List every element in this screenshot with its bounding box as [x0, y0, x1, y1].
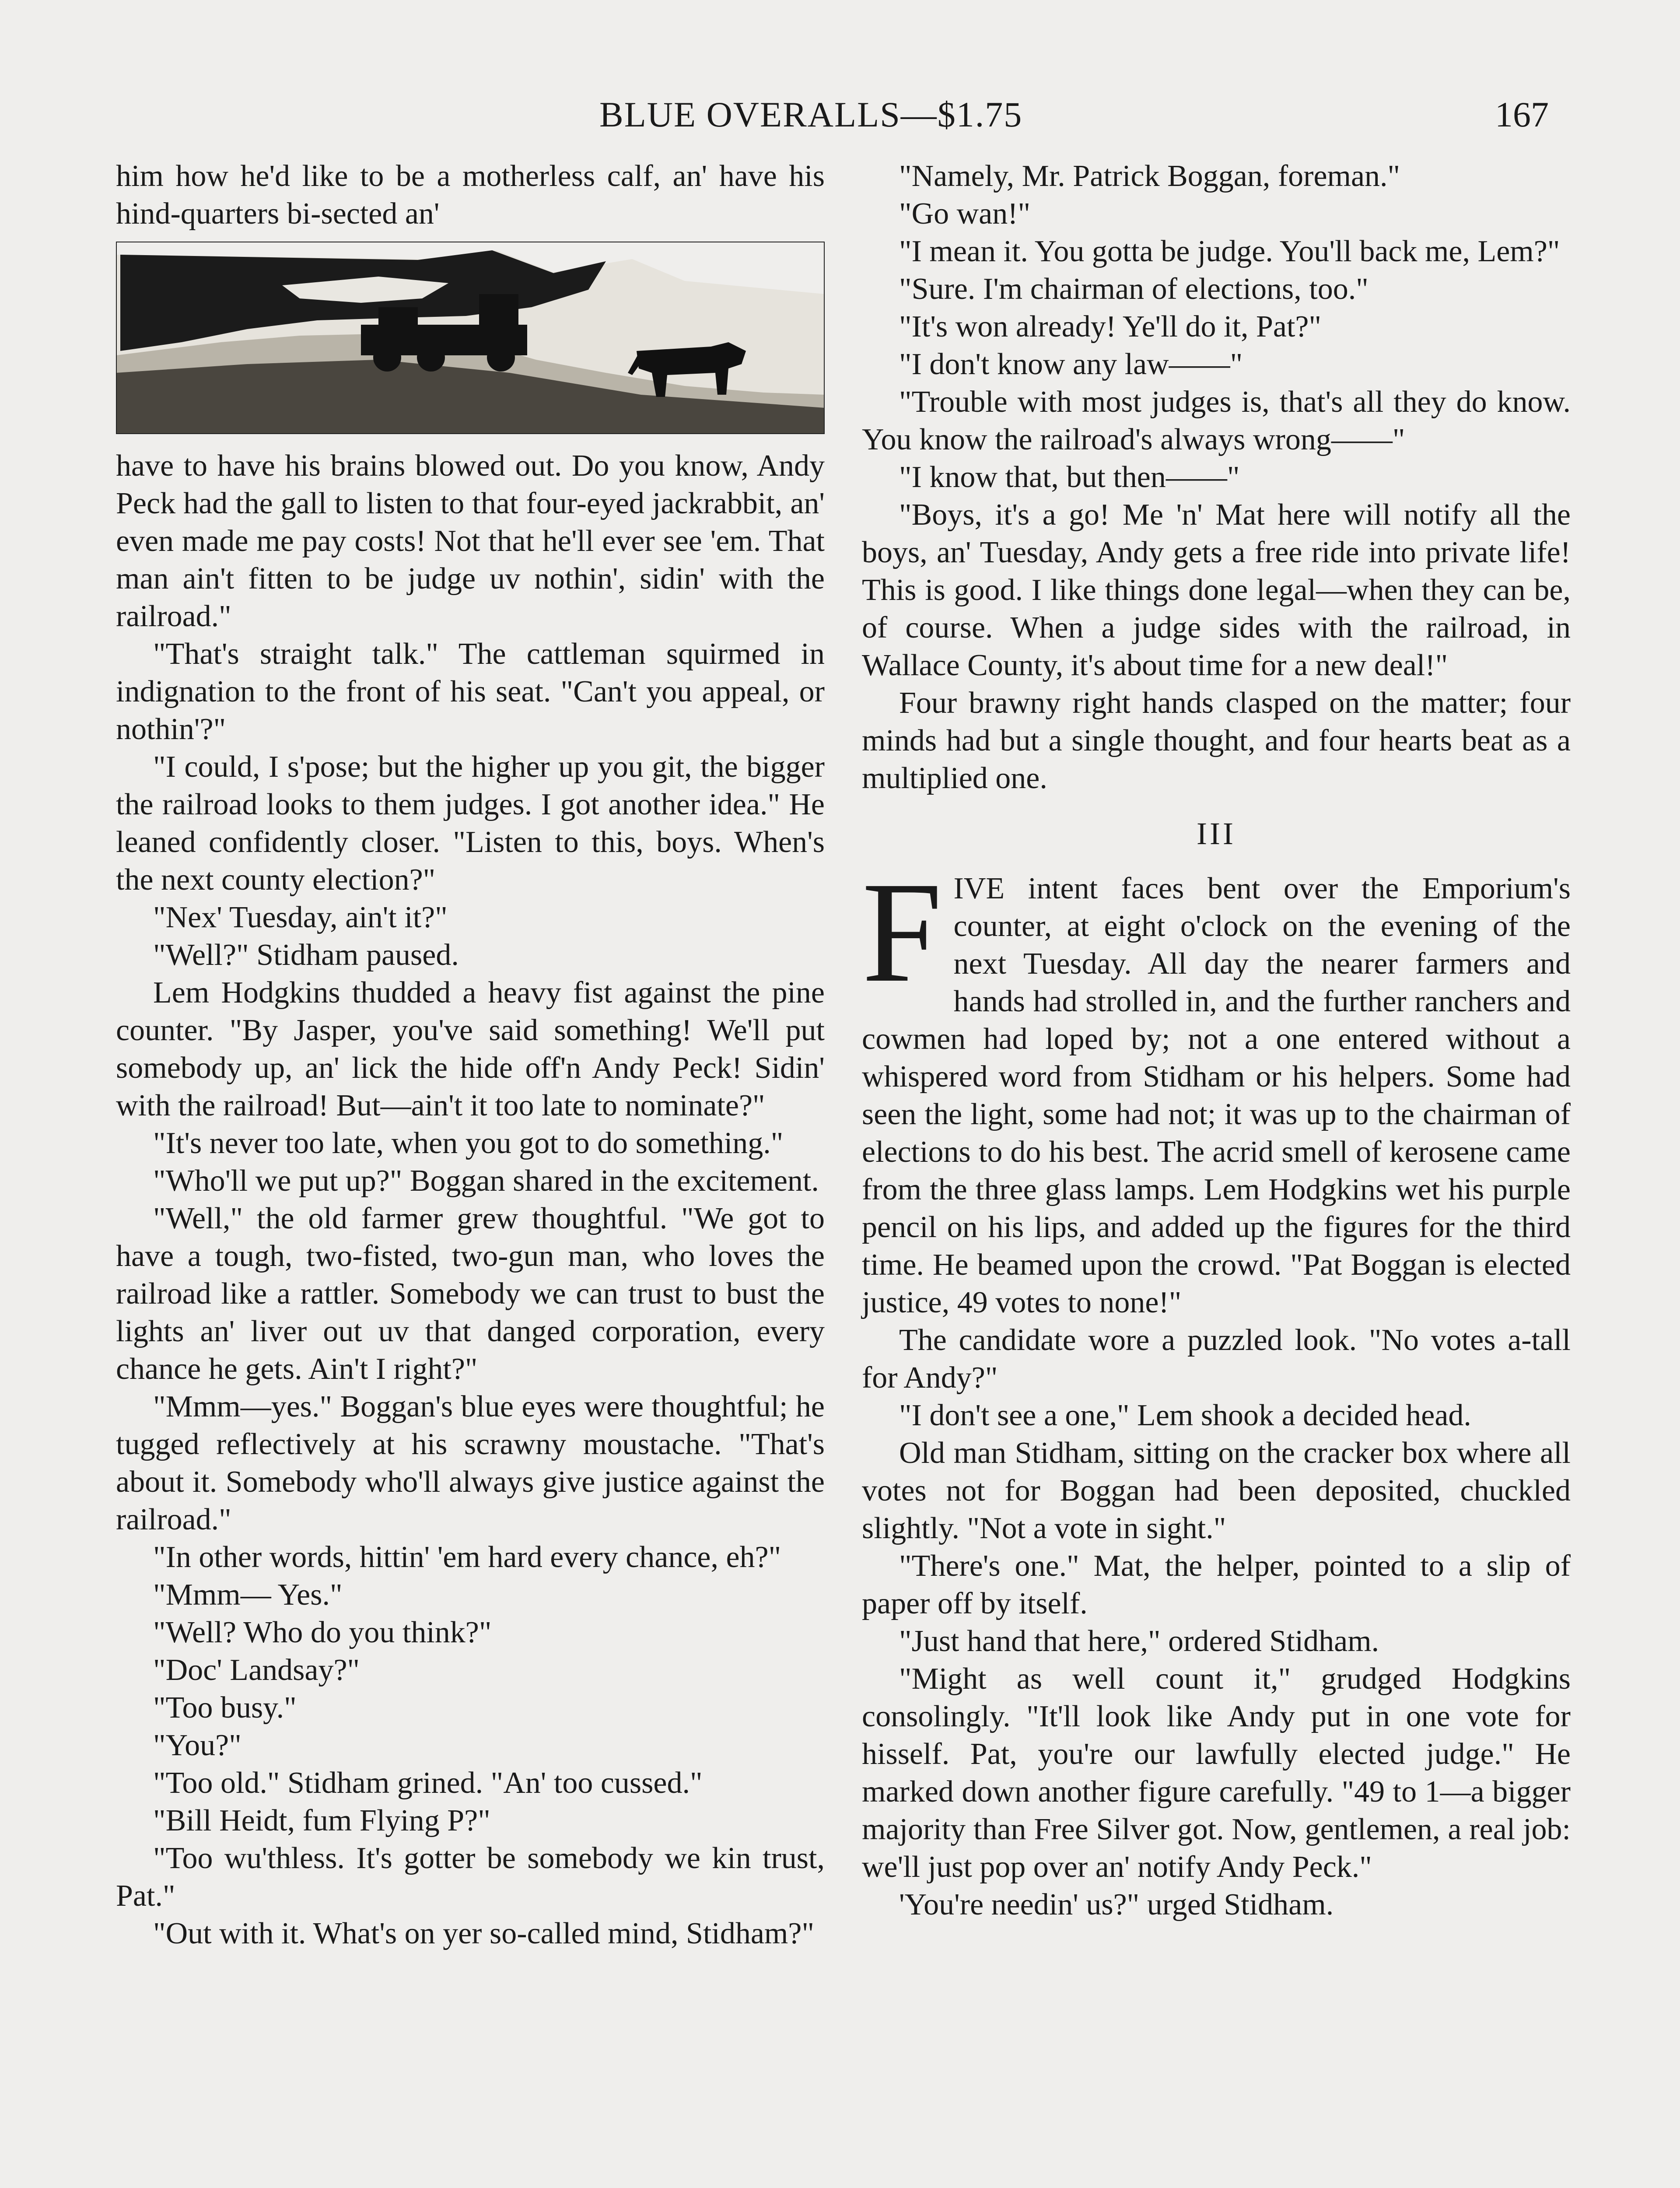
paragraph: him how he'd like to be a motherless calf, an' have his hind-quarters bi-sected an': [116, 159, 825, 231]
paragraph: "Well? Who do you think?": [153, 1616, 492, 1649]
right-column: [862, 158, 1571, 1924]
paragraph: Old man Stidham, sitting on the cracker box where all votes not for Boggan had been deposited, chuckled slightly. "Not a vote in sight.": [862, 1436, 1571, 1545]
paragraph: "I could, I s'pose; but the higher up you git, the bigger the railroad looks to them judges. I got another idea." He leaned confidently closer. "Listen to this, boys. When's the next county election?": [116, 750, 825, 897]
left-column: [116, 158, 825, 1953]
paragraph: "Sure. I'm chairman of elections, too.": [899, 272, 1368, 306]
paragraph: "I know that, but then——": [899, 460, 1240, 494]
paragraph: 'You're needin' us?" urged Stidham.: [899, 1888, 1334, 1922]
paragraph: "Out with it. What's on yer so-called mind, Stidham?": [153, 1917, 815, 1950]
paragraph: "Well?" Stidham paused.: [153, 938, 459, 972]
paragraph: "I don't know any law——": [899, 347, 1243, 381]
paragraph: "Too old." Stidham grined. "An' too cussed.": [153, 1766, 703, 1800]
paragraph: "Mmm— Yes.": [153, 1578, 343, 1612]
drop-cap-paragraph-text: IVE intent faces bent over the Emporium's counter, at eight o'clock on the evening of the next Tuesday. All day the nearer farmers and hands had strolled in, and the further ranchers and cowmen had loped by; not a one entered without a whispered word from Stidham or his helpers. Some had seen the light, some had not; it was up to the chairman of elections to do his best. The acrid smell of kerosene came from the three glass lamps. Lem Hodgkins wet his purple pencil on his lips, and added up the figures for the third time. He beamed upon the crowd. "Pat Boggan is elected justice, 49 votes to none!": [862, 872, 1571, 1319]
paragraph: Lem Hodgkins thudded a heavy fist against the pine counter. "By Jasper, you've said something! We'll put somebody up, an' lick the hide off'n Andy Peck! Sidin' with the railroad! But—ain't it too late to nominate?": [116, 976, 825, 1122]
page-number: 167: [1495, 95, 1549, 134]
paragraph: "In other words, hittin' 'em hard every chance, eh?": [153, 1540, 781, 1574]
paragraph: "Who'll we put up?" Boggan shared in the excitement.: [153, 1164, 819, 1198]
paragraph: "I don't see a one," Lem shook a decided head.: [899, 1399, 1471, 1432]
paragraph: "Namely, Mr. Patrick Boggan, foreman.": [899, 159, 1400, 193]
paragraph: The candidate wore a puzzled look. "No votes a-tall for Andy?": [862, 1323, 1571, 1395]
paragraph: "Too busy.": [153, 1691, 297, 1725]
paragraph: "Well," the old farmer grew thoughtful. "We got to have a tough, two-fisted, two-gun man, who loves the railroad like a rattler. Somebody we can trust to bust the lights an' liver out uv that danged corporation, every chance he gets. Ain't I right?": [116, 1202, 825, 1386]
paragraph: "Too wu'thless. It's gotter be somebody we kin trust, Pat.": [116, 1841, 825, 1913]
paragraph: "It's won already! Ye'll do it, Pat?": [899, 310, 1322, 344]
paragraph: "Nex' Tuesday, ain't it?": [153, 901, 448, 934]
running-head: BLUE OVERALLS—$1.75: [599, 95, 1023, 134]
paragraph: "Trouble with most judges is, that's all they do know. You know the railroad's always wrong——": [862, 385, 1571, 456]
drop-cap-paragraph: [862, 852, 1571, 1322]
paragraph: "It's never too late, when you got to do something.": [153, 1126, 784, 1160]
paragraph: "Just hand that here," ordered Stidham.: [899, 1624, 1379, 1658]
paragraph: "Go wan!": [899, 197, 1031, 231]
paragraph: "Doc' Landsay?": [153, 1653, 360, 1687]
section-heading: III: [1197, 816, 1236, 851]
paragraph: "Might as well count it," grudged Hodgkins consolingly. "It'll look like Andy put in one vote for hisself. Pat, you're our lawfully elected judge." He marked down another figure carefully. "49 to 1—a bigger majority than Free Silver got. Now, gentlemen, a real job: we'll just pop over an' notify Andy Peck.": [862, 1662, 1571, 1884]
drop-cap: F: [862, 852, 942, 1012]
paragraph: "Boys, it's a go! Me 'n' Mat here will notify all the boys, an' Tuesday, Andy gets a free ride into private life! This is good. I like things done legal—when they can be, of course. When a judge sides with the railroad, in Wallace County, it's about time for a new deal!": [862, 498, 1571, 682]
paragraph: "Bill Heidt, fum Flying P?": [153, 1804, 490, 1837]
silhouette-illustration: [116, 242, 825, 434]
paragraph: Four brawny right hands clasped on the matter; four minds had but a single thought, and four hearts beat as a multiplied one.: [862, 686, 1571, 795]
paragraph: "Mmm—yes." Boggan's blue eyes were thoughtful; he tugged reflectively at his scrawny moustache. "That's about it. Somebody who'll always give justice against the railroad.": [116, 1390, 825, 1536]
paragraph: "There's one." Mat, the helper, pointed to a slip of paper off by itself.: [862, 1549, 1571, 1620]
paragraph: "You?": [153, 1729, 242, 1762]
paragraph: have to have his brains blowed out. Do you know, Andy Peck had the gall to listen to that four-eyed jackrabbit, an' even made me pay costs! Not that he'll ever see 'em. That man ain't fitten to be judge uv nothin', sidin' with the railroad.": [116, 449, 825, 633]
paragraph: "That's straight talk." The cattleman squirmed in indignation to the front of his seat. "Can't you appeal, or nothin'?": [116, 637, 825, 746]
paragraph: "I mean it. You gotta be judge. You'll back me, Lem?": [899, 235, 1560, 268]
